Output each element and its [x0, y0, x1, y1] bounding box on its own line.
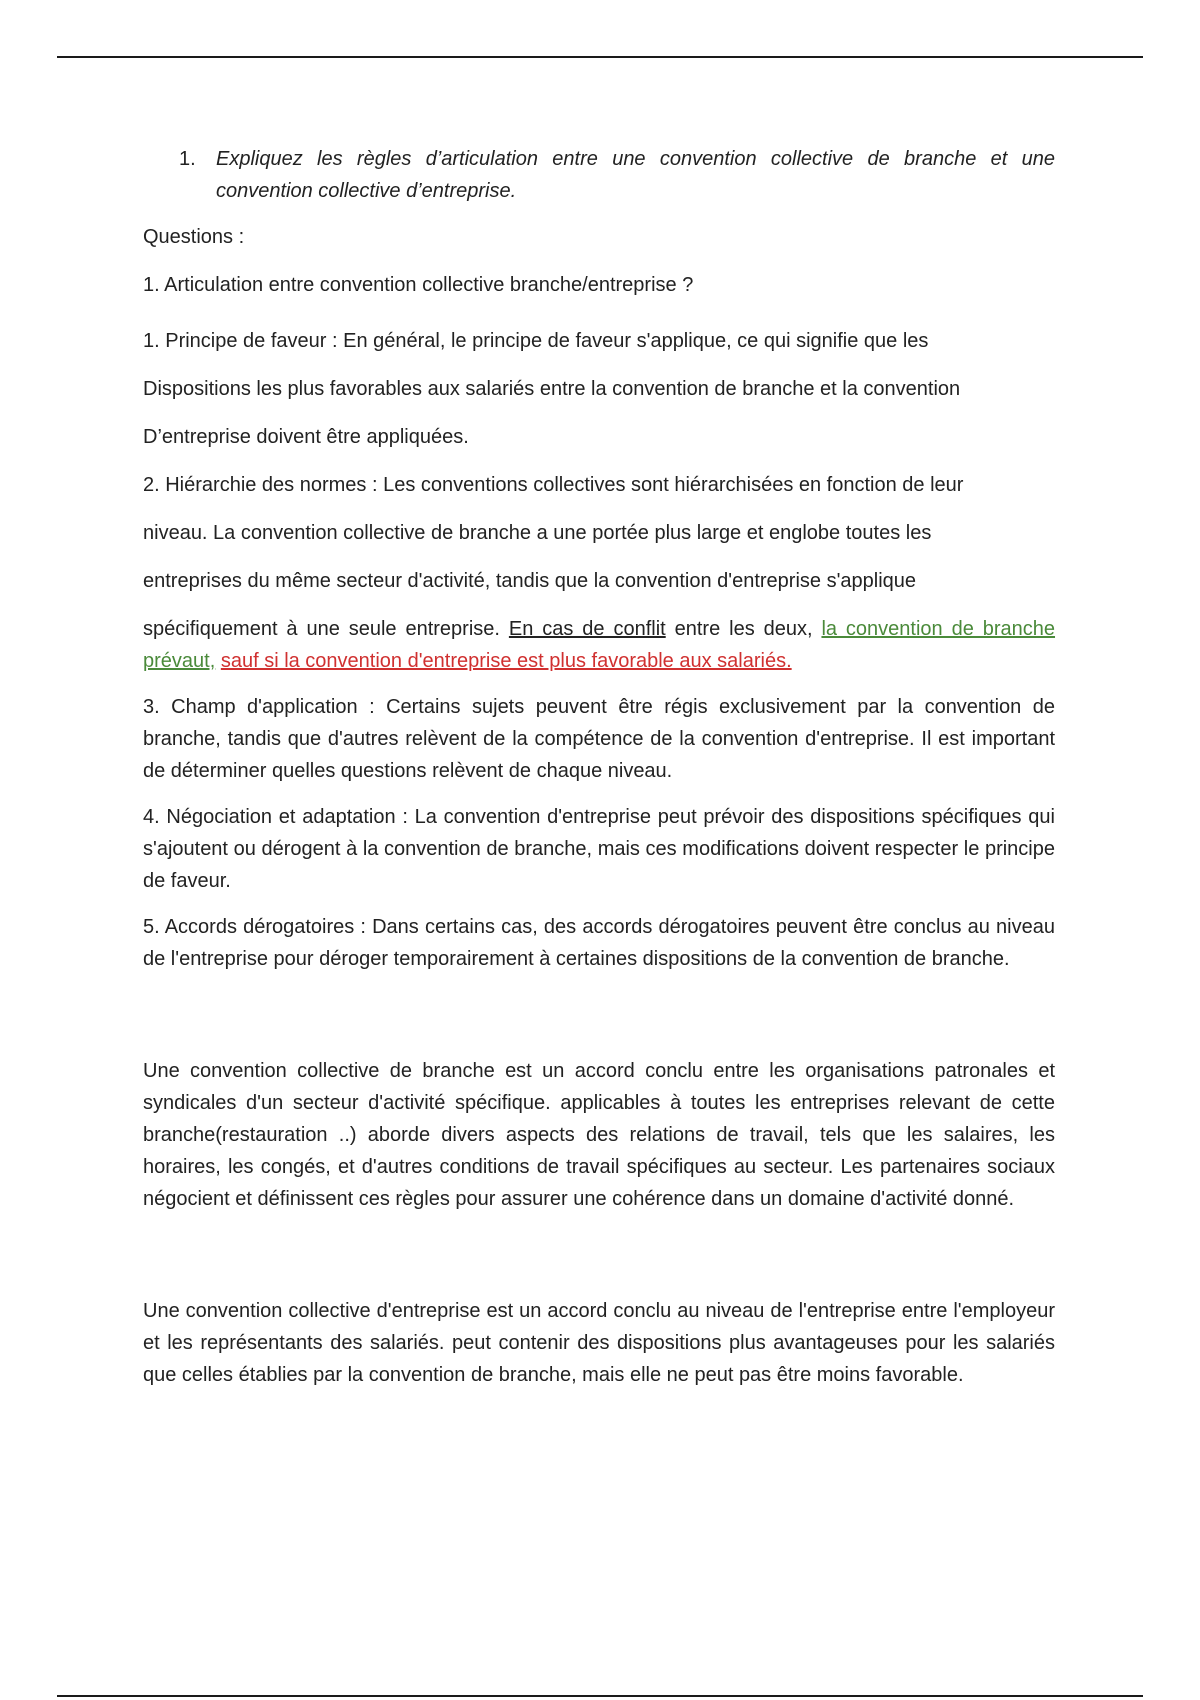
- p1-line: 1. Principe de faveur : En général, le principe de faveur s'applique, ce qui signifie que les: [143, 330, 929, 352]
- question-text: Expliquez les règles d’articulation entre une convention collective de branche et une convention collective d’entreprise.: [216, 148, 1055, 202]
- p2-tail: [143, 613, 1055, 677]
- red-highlight: sauf si la convention d'entreprise est plus favorable aux salariés.: [220, 650, 792, 672]
- p2-line: niveau. La convention collective de branche a une portée plus large et englobe toutes les: [143, 522, 932, 544]
- p2-line: 2. Hiérarchie des normes : Les conventions collectives sont hiérarchisées en fonction de leur: [143, 474, 964, 496]
- green-highlight: la convention de branche prévaut,: [143, 618, 1056, 672]
- p1-line: Dispositions les plus favorables aux salariés entre la convention de branche et la convention: [143, 378, 961, 400]
- p2-line: entreprises du même secteur d'activité, tandis que la convention d'entreprise s'applique: [143, 570, 917, 592]
- p2-tail-middle: entre les deux,: [674, 618, 813, 640]
- questions-label: Questions :: [143, 226, 245, 248]
- p2-tail-lead: spécifiquement à une seule entreprise.: [143, 618, 500, 640]
- paragraph-champ-application: 3. Champ d'application : Certains sujets peuvent être régis exclusivement par la convention de branche, tandis que d'autres relèvent de la compétence de la convention d'entreprise. Il est important de déterminer quelles questions relèvent de chaque niveau.: [143, 696, 1055, 782]
- top-rule: [57, 56, 1143, 58]
- paragraph-hierarchie-des-normes: [143, 461, 1055, 677]
- definition-entreprise: Une convention collective d'entreprise est un accord conclu au niveau de l'entreprise entre l'employeur et les représentants des salariés. peut contenir des dispositions plus avantageuses pour les salariés que celles établies par la convention de branche, mais elle ne peut pas être moins favorable.: [143, 1300, 1055, 1386]
- subheading: 1. Articulation entre convention collective branche/entreprise ?: [143, 274, 694, 296]
- exam-question: [143, 143, 1055, 207]
- bottom-rule: [57, 1695, 1143, 1697]
- p1-line: D’entreprise doivent être appliquées.: [143, 426, 469, 448]
- paragraph-negociation: 4. Négociation et adaptation : La convention d'entreprise peut prévoir des dispositions spécifiques qui s'ajoutent ou dérogent à la convention de branche, mais ces modifications doivent respecter le principe de faveur.: [143, 806, 1055, 892]
- question-number: 1.: [179, 148, 196, 170]
- document-body: [143, 143, 1055, 1391]
- definition-branche: Une convention collective de branche est un accord conclu entre les organisations patronales et syndicales d'un secteur d'activité spécifique. applicables à toutes les entreprises relevant de cette branche(restauration ..) aborde divers aspects des relations de travail, tels que les salaires, les horaires, les congés, et d'autres conditions de travail spécifiques au secteur. Les partenaires sociaux négocient et définissent ces règles pour assurer une cohérence dans un domaine d'activité donné.: [143, 1060, 1055, 1210]
- conflict-underline: En cas de conflit: [508, 618, 666, 640]
- paragraph-principe-de-faveur: [143, 317, 1055, 461]
- paragraph-accords-derogatoires: 5. Accords dérogatoires : Dans certains cas, des accords dérogatoires peuvent être conclus au niveau de l'entreprise pour déroger temporairement à certaines dispositions de la convention de branche.: [143, 916, 1055, 970]
